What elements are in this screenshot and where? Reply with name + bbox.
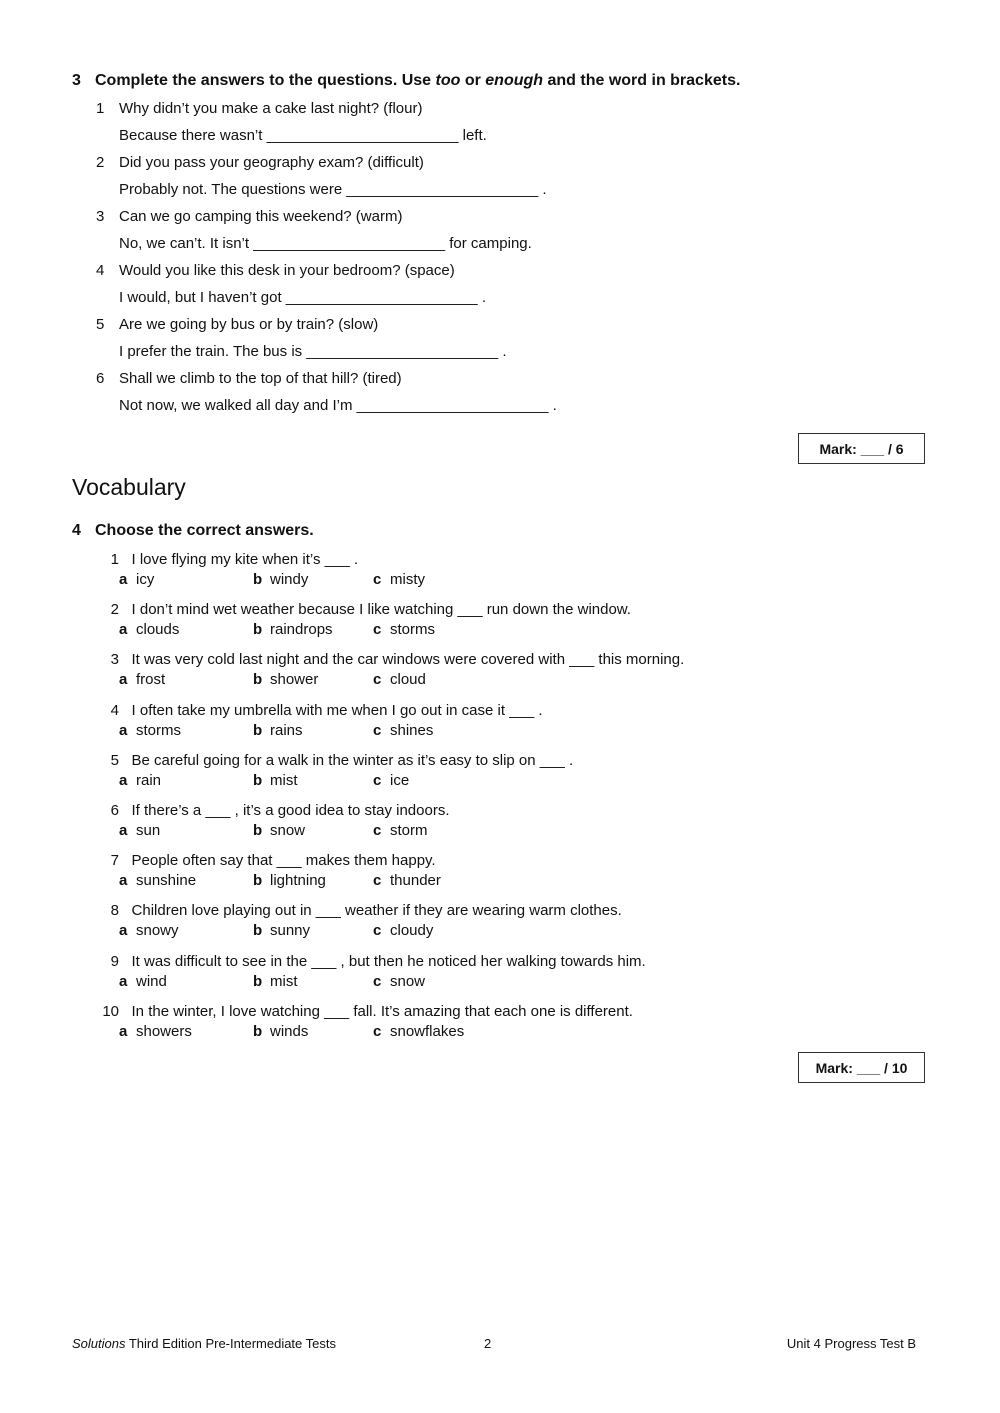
item-number: 7: [110, 852, 119, 870]
question-stem: In the winter, I love watching ___ fall. It’s amazing that each one is different.: [131, 1002, 633, 1020]
question-text: Did you pass your geography exam? (difficult): [119, 154, 424, 171]
question-stem: I don’t mind wet weather because I like watching ___ run down the window.: [131, 601, 631, 619]
section-number: 3: [72, 72, 81, 89]
instruction-keyword-enough: enough: [485, 72, 544, 89]
option-b[interactable]: b lightning: [253, 872, 326, 890]
section-4-questions: [86, 550, 684, 1052]
section-3-heading: [72, 72, 740, 90]
footer-edition: Third Edition Pre-Intermediate Tests: [125, 1336, 336, 1351]
instruction-text: Choose the correct answers.: [95, 522, 314, 539]
instruction-part: and the word in brackets.: [543, 72, 741, 89]
answer-line[interactable]: I would, but I haven’t got _______________________ .: [119, 289, 486, 306]
footer-left: [72, 1336, 336, 1351]
instruction-part: Complete the answers to the questions. Use: [95, 72, 436, 89]
question-stem: It was very cold last night and the car windows were covered with ___ this morning.: [131, 651, 685, 669]
option-b[interactable]: b raindrops: [253, 621, 333, 639]
item-number: 2: [110, 601, 119, 619]
item-number: 8: [110, 902, 119, 920]
option-b[interactable]: b rains: [253, 721, 303, 739]
question-text: Are we going by bus or by train? (slow): [119, 316, 379, 333]
question-text: Would you like this desk in your bedroom? (space): [119, 262, 455, 279]
answer-line[interactable]: Not now, we walked all day and I’m _______________________ .: [119, 397, 557, 414]
option-a[interactable]: a storms: [119, 721, 181, 739]
question-text: Shall we climb to the top of that hill? (tired): [119, 370, 402, 387]
question-stem: Be careful going for a walk in the winter as it’s easy to slip on ___ .: [131, 751, 574, 769]
option-b[interactable]: b shower: [253, 671, 319, 689]
question-item: [96, 99, 557, 153]
option-c[interactable]: c shines: [373, 721, 434, 739]
answer-line[interactable]: I prefer the train. The bus is _______________________ .: [119, 343, 507, 360]
option-a[interactable]: a sun: [119, 821, 161, 839]
option-c[interactable]: c snowflakes: [373, 1022, 465, 1040]
mc-item: [86, 801, 684, 851]
instruction-part: or: [460, 72, 486, 89]
mc-item: [86, 650, 684, 700]
item-number: 3: [96, 208, 105, 225]
instruction-keyword-too: too: [435, 72, 461, 89]
question-stem: I love flying my kite when it’s ___ .: [131, 551, 359, 568]
item-number: 3: [110, 651, 119, 669]
option-b[interactable]: b winds: [253, 1022, 309, 1040]
item-number: 9: [110, 952, 119, 970]
option-c[interactable]: c storms: [373, 621, 435, 639]
option-c[interactable]: c snow: [373, 972, 426, 990]
mc-item: [86, 751, 684, 801]
mc-item: [86, 550, 684, 600]
mc-item: [86, 1002, 684, 1052]
option-c[interactable]: c cloud: [373, 671, 426, 689]
option-c[interactable]: c cloudy: [373, 922, 434, 940]
question-item: [96, 315, 557, 369]
mc-item: [86, 701, 684, 751]
question-stem: People often say that ___ makes them happy.: [131, 852, 436, 870]
section-3-questions: [96, 99, 557, 423]
item-number: 1: [96, 100, 105, 117]
section-number: 4: [72, 522, 81, 539]
mc-item: [86, 952, 684, 1002]
item-number: 5: [96, 316, 105, 333]
option-a[interactable]: a icy: [119, 571, 155, 588]
option-b[interactable]: b mist: [253, 972, 298, 990]
option-b[interactable]: b windy: [253, 571, 309, 588]
question-text: Can we go camping this weekend? (warm): [119, 208, 403, 225]
option-a[interactable]: a rain: [119, 771, 162, 789]
item-number: 1: [110, 551, 119, 568]
option-c[interactable]: c misty: [373, 571, 425, 588]
question-text: Why didn’t you make a cake last night? (flour): [119, 100, 423, 117]
answer-line[interactable]: Probably not. The questions were _______________________ .: [119, 181, 547, 198]
item-number: 5: [110, 751, 119, 769]
answer-line[interactable]: Because there wasn’t _______________________ left.: [119, 127, 487, 144]
option-c[interactable]: c storm: [373, 821, 428, 839]
item-number: 6: [96, 370, 105, 387]
section-4-heading: [72, 522, 314, 540]
option-a[interactable]: a sunshine: [119, 872, 197, 890]
item-number: 4: [96, 262, 105, 279]
question-stem: Children love playing out in ___ weather if they are wearing warm clothes.: [131, 902, 622, 920]
mark-box-section-3: Mark: ___ / 6: [798, 433, 925, 464]
page-number: 2: [484, 1336, 492, 1351]
item-number: 2: [96, 154, 105, 171]
item-number: 4: [110, 701, 119, 719]
mc-item: [86, 851, 684, 901]
mc-item: [86, 901, 684, 951]
footer-series-title: Solutions: [72, 1336, 126, 1351]
option-b[interactable]: b sunny: [253, 922, 311, 940]
answer-line[interactable]: No, we can’t. It isn’t _______________________ for camping.: [119, 235, 532, 252]
mark-box-section-4: Mark: ___ / 10: [798, 1052, 925, 1083]
option-a[interactable]: a showers: [119, 1022, 192, 1040]
item-number: 6: [110, 801, 119, 819]
option-a[interactable]: a snowy: [119, 922, 179, 940]
question-stem: I often take my umbrella with me when I go out in case it ___ .: [131, 701, 543, 719]
option-a[interactable]: a wind: [119, 972, 167, 990]
option-c[interactable]: c thunder: [373, 872, 441, 890]
vocabulary-heading: Vocabulary: [72, 474, 186, 500]
option-b[interactable]: b mist: [253, 771, 298, 789]
mc-item: [86, 600, 684, 650]
question-item: [96, 207, 557, 261]
question-item: [96, 261, 557, 315]
option-b[interactable]: b snow: [253, 821, 306, 839]
question-stem: It was difficult to see in the ___ , but then he noticed her walking towards him.: [131, 952, 646, 970]
item-number: 10: [102, 1002, 119, 1020]
option-c[interactable]: c ice: [373, 771, 410, 789]
option-a[interactable]: a clouds: [119, 621, 180, 639]
question-item: [96, 153, 557, 207]
option-a[interactable]: a frost: [119, 671, 166, 689]
question-stem: If there’s a ___ , it’s a good idea to stay indoors.: [131, 801, 450, 819]
footer-right: Unit 4 Progress Test B: [786, 1336, 916, 1351]
question-item: [96, 369, 557, 423]
